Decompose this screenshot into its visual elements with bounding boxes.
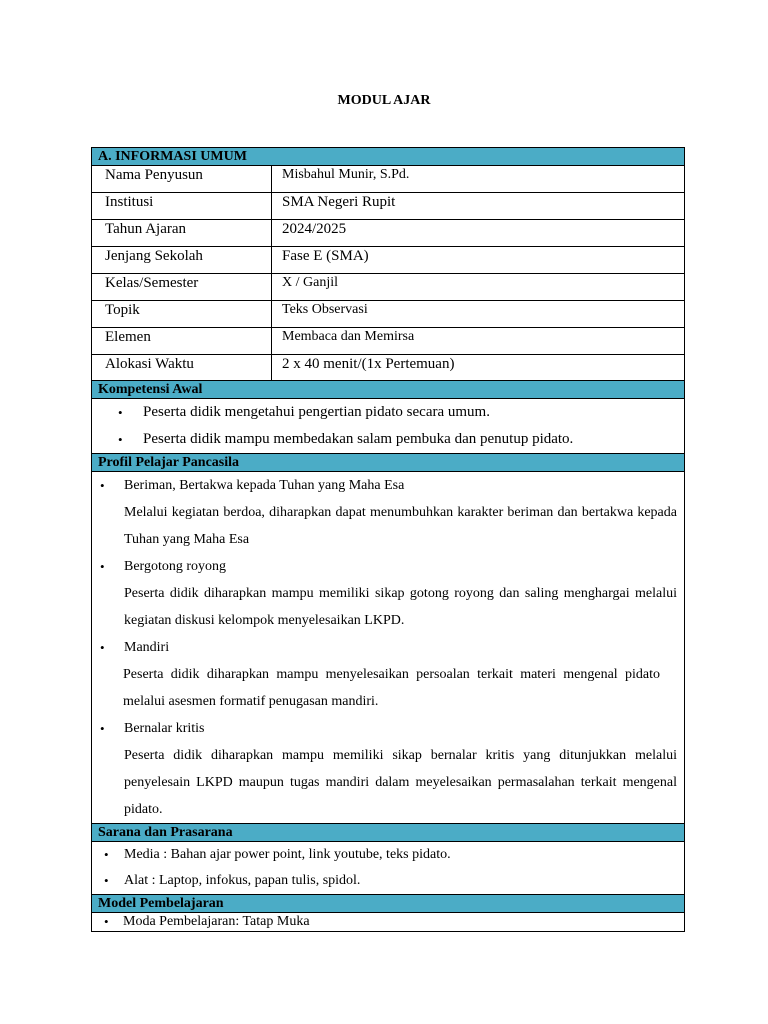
info-row <box>92 192 684 219</box>
profil-item-title <box>92 634 684 661</box>
list-item-text: Alat : Laptop, infokus, papan tulis, spidol. <box>124 873 361 888</box>
bullet-icon: • <box>100 721 105 736</box>
section-header-sarana: Sarana dan Prasarana <box>92 823 684 841</box>
kompetensi-awal-list <box>92 398 684 453</box>
bullet-icon: • <box>118 405 123 420</box>
model-list <box>92 912 684 931</box>
info-row <box>92 246 684 273</box>
bullet-icon: • <box>100 559 105 574</box>
list-item <box>92 913 684 931</box>
profil-title-text: Mandiri <box>124 640 170 655</box>
info-value: Teks Observasi <box>282 302 368 317</box>
list-item-text: Peserta didik mampu membedakan salam pembuka dan penutup pidato. <box>143 431 574 447</box>
profil-title-text: Bernalar kritis <box>124 721 205 736</box>
list-item-text: Moda Pembelajaran: Tatap Muka <box>123 914 310 929</box>
info-key: Jenjang Sekolah <box>92 247 272 273</box>
info-value: Membaca dan Memirsa <box>282 329 415 344</box>
info-key: Tahun Ajaran <box>92 220 272 246</box>
info-value: X / Ganjil <box>282 275 338 290</box>
info-value: Fase E (SMA) <box>282 248 369 264</box>
section-header-informasi-umum: A. INFORMASI UMUM <box>92 147 684 165</box>
profil-item-title <box>92 553 684 580</box>
profil-title-text: Beriman, Bertakwa kepada Tuhan yang Maha Esa <box>124 478 405 493</box>
modul-table <box>91 147 685 932</box>
profil-item-title <box>92 472 684 499</box>
info-key: Topik <box>92 301 272 327</box>
profil-item-description: Peserta didik diharapkan mampu menyelesaikan persoalan terkait materi mengenal pidato melalui asesmen formatif penugasan mandiri. <box>123 667 660 709</box>
info-row <box>92 327 684 354</box>
list-item-text: Peserta didik mengetahui pengertian pidato secara umum. <box>143 404 490 420</box>
sarana-list <box>92 841 684 894</box>
info-key: Nama Penyusun <box>92 166 272 192</box>
info-value: 2 x 40 menit/(1x Pertemuan) <box>282 356 455 372</box>
document-title: MODUL AJAR <box>337 93 431 108</box>
info-value: SMA Negeri Rupit <box>282 194 396 210</box>
list-item-text: Media : Bahan ajar power point, link youtube, teks pidato. <box>124 847 451 862</box>
profil-pelajar-list <box>92 471 684 823</box>
section-header-model: Model Pembelajaran <box>92 894 684 912</box>
info-value: Misbahul Munir, S.Pd. <box>282 167 410 182</box>
info-key: Alokasi Waktu <box>92 355 272 380</box>
bullet-icon: • <box>100 640 105 655</box>
list-item <box>92 842 684 868</box>
info-row <box>92 273 684 300</box>
bullet-icon: • <box>104 847 109 862</box>
bullet-icon: • <box>100 478 105 493</box>
section-header-profil-pelajar: Profil Pelajar Pancasila <box>92 453 684 471</box>
info-row <box>92 219 684 246</box>
list-item <box>92 868 684 894</box>
profil-item-title <box>92 715 684 742</box>
list-item <box>92 399 684 426</box>
profil-item-description: Peserta didik diharapkan mampu memiliki sikap gotong royong dan saling menghargai melalui kegiatan diskusi kelompok menyelesaikan LKPD. <box>124 586 677 628</box>
profil-item-description: Melalui kegiatan berdoa, diharapkan dapat menumbuhkan karakter beriman dan bertakwa kepada Tuhan yang Maha Esa <box>124 505 677 547</box>
bullet-icon: • <box>104 914 109 929</box>
bullet-icon: • <box>118 432 123 447</box>
list-item <box>92 426 684 453</box>
info-key: Elemen <box>92 328 272 354</box>
bullet-icon: • <box>104 873 109 888</box>
profil-item-description: Peserta didik diharapkan mampu memiliki sikap bernalar kritis yang ditunjukkan melalui penyelesain LKPD maupun tugas mandiri dalam meyelesaikan permasalahan terkait mengenal pidato. <box>124 748 677 817</box>
profil-title-text: Bergotong royong <box>124 559 227 574</box>
section-header-kompetensi-awal: Kompetensi Awal <box>92 380 684 398</box>
info-value: 2024/2025 <box>282 221 347 237</box>
info-row <box>92 300 684 327</box>
info-key: Institusi <box>92 193 272 219</box>
info-row <box>92 165 684 192</box>
info-key: Kelas/Semester <box>92 274 272 300</box>
info-row <box>92 354 684 380</box>
